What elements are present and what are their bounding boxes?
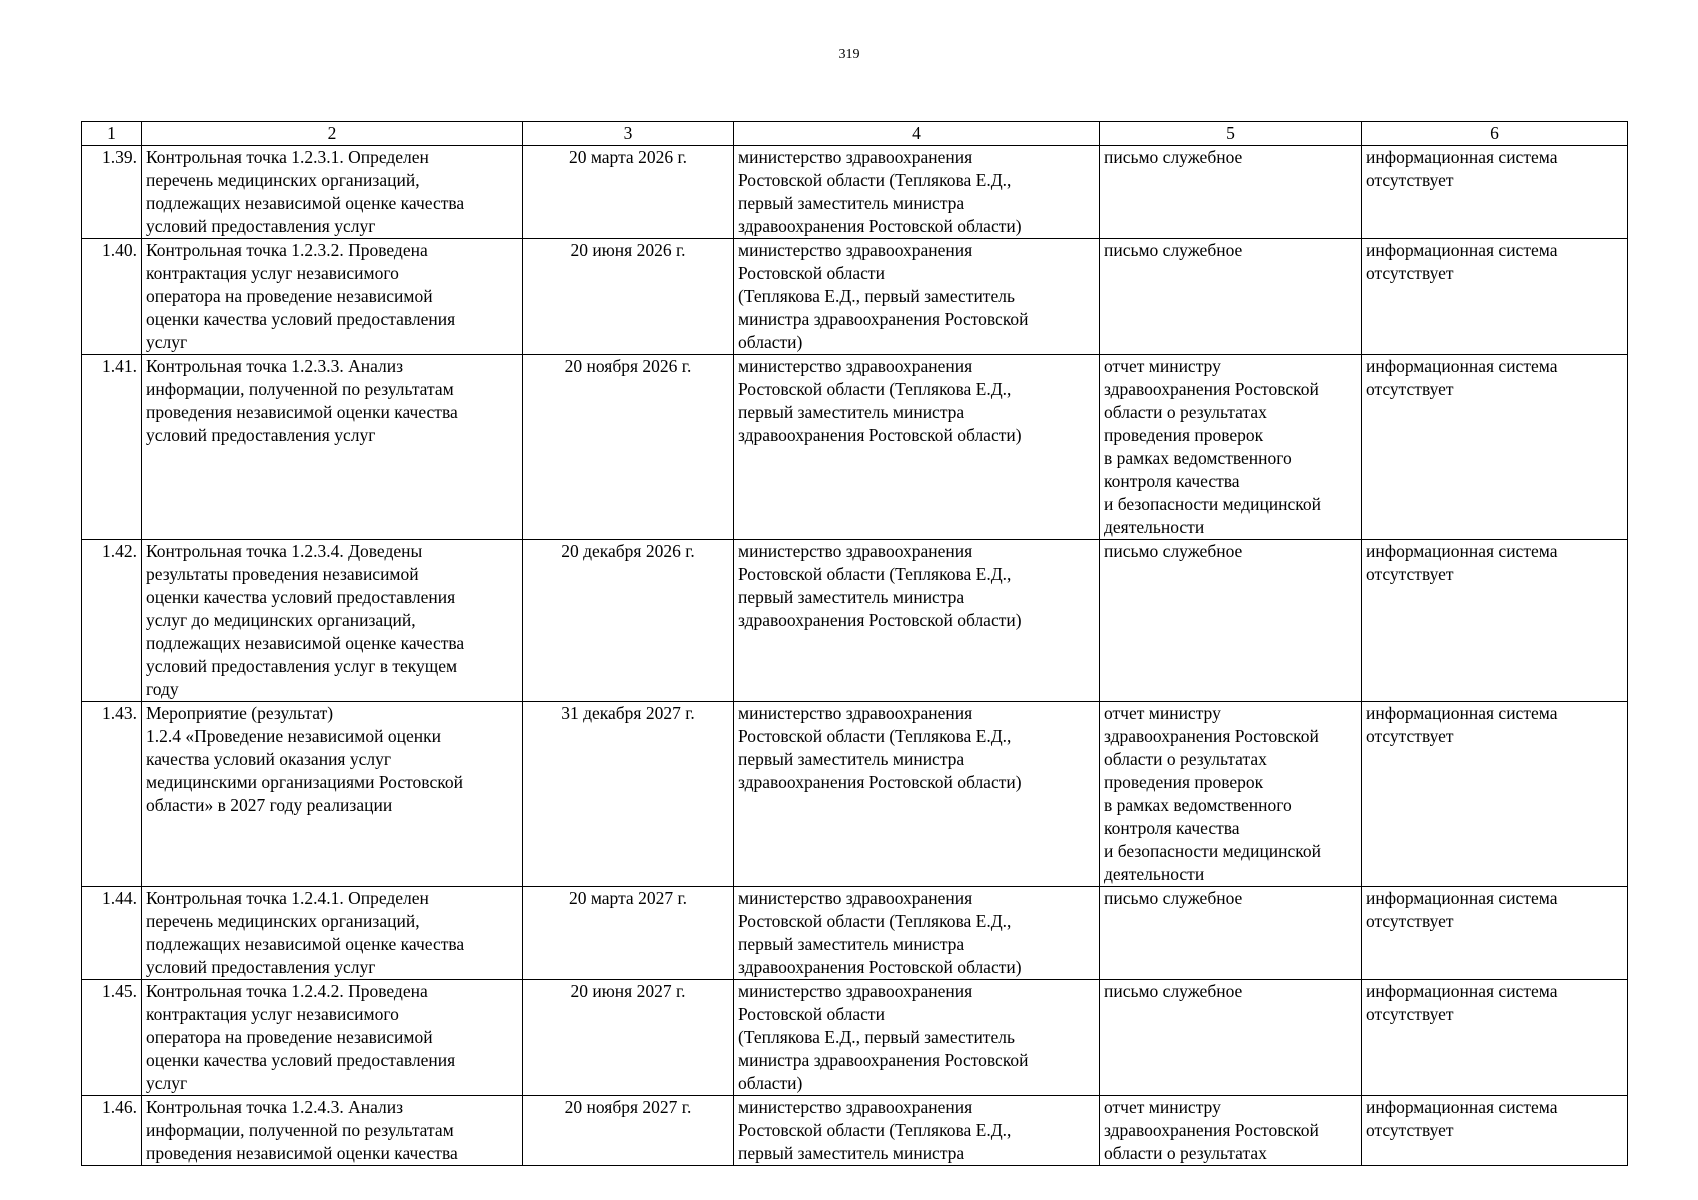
cell-text-line: медицинскими организациями Ростовской bbox=[146, 772, 463, 792]
cell-text-line: области) bbox=[738, 332, 803, 352]
information-system-cell bbox=[1362, 146, 1628, 239]
cell-text-line: Контрольная точка 1.2.4.1. Определен bbox=[146, 888, 429, 908]
activity-name-cell bbox=[142, 980, 523, 1096]
activity-name-cell bbox=[142, 1096, 523, 1166]
cell-text-line: Ростовской области bbox=[738, 263, 885, 283]
cell-text-line: министерство здравоохранения bbox=[738, 888, 973, 908]
cell-text-line: контрактация услуг независимого bbox=[146, 263, 399, 283]
cell-text-line: оценки качества условий предоставления bbox=[146, 309, 456, 329]
cell-text-line: услуг до медицинских организаций, bbox=[146, 610, 416, 630]
cell-text-line: подлежащих независимой оценке качества bbox=[146, 934, 465, 954]
column-header-5: 5 bbox=[1100, 122, 1362, 146]
column-header-2: 2 bbox=[142, 122, 523, 146]
cell-text-line: и безопасности медицинской bbox=[1104, 841, 1322, 861]
cell-text-line: отсутствует bbox=[1366, 726, 1454, 746]
cell-text-line: отсутствует bbox=[1366, 170, 1454, 190]
cell-text-line: министра здравоохранения Ростовской bbox=[738, 1050, 1029, 1070]
cell-text-line: (Теплякова Е.Д., первый заместитель bbox=[738, 286, 1015, 306]
deadline-cell: 20 марта 2027 г. bbox=[523, 887, 734, 980]
information-system-cell bbox=[1362, 702, 1628, 887]
cell-text-line: письмо служебное bbox=[1104, 981, 1243, 1001]
cell-text-line: проведения независимой оценки качества bbox=[146, 1143, 458, 1163]
cell-text-line: и безопасности медицинской bbox=[1104, 494, 1322, 514]
row-number-cell: 1.40. bbox=[82, 239, 142, 355]
cell-text-line: области) bbox=[738, 1073, 803, 1093]
responsible-cell bbox=[734, 239, 1100, 355]
cell-text-line: министерство здравоохранения bbox=[738, 703, 973, 723]
cell-text-line: условий предоставления услуг bbox=[146, 216, 376, 236]
cell-text-line: отсутствует bbox=[1366, 263, 1454, 283]
cell-text-line: перечень медицинских организаций, bbox=[146, 911, 420, 931]
cell-text-line: перечень медицинских организаций, bbox=[146, 170, 420, 190]
cell-text-line: Ростовской области (Теплякова Е.Д., bbox=[738, 911, 1012, 931]
page-number: 319 bbox=[838, 47, 860, 62]
deadline-cell: 20 ноября 2026 г. bbox=[523, 355, 734, 540]
cell-text-line: в рамках ведомственного bbox=[1104, 795, 1292, 815]
cell-text-line: министерство здравоохранения bbox=[738, 981, 973, 1001]
cell-text-line: Контрольная точка 1.2.3.3. Анализ bbox=[146, 356, 404, 376]
cell-text-line: проведения проверок bbox=[1104, 425, 1264, 445]
cell-text-line: отсутствует bbox=[1366, 1004, 1454, 1024]
cell-text-line: оценки качества условий предоставления bbox=[146, 1050, 456, 1070]
deadline-cell: 20 июня 2026 г. bbox=[523, 239, 734, 355]
activity-name-cell bbox=[142, 887, 523, 980]
document-type-cell bbox=[1100, 980, 1362, 1096]
cell-text-line: деятельности bbox=[1104, 517, 1205, 537]
cell-text-line: Контрольная точка 1.2.3.2. Проведена bbox=[146, 240, 428, 260]
cell-text-line: информационная система bbox=[1366, 147, 1558, 167]
cell-text-line: информации, полученной по результатам bbox=[146, 379, 454, 399]
cell-text-line: условий предоставления услуг в текущем bbox=[146, 656, 458, 676]
row-number-cell: 1.39. bbox=[82, 146, 142, 239]
cell-text-line: результаты проведения независимой bbox=[146, 564, 419, 584]
deadline-cell: 20 декабря 2026 г. bbox=[523, 540, 734, 702]
table-row bbox=[82, 702, 1628, 887]
document-type-cell bbox=[1100, 239, 1362, 355]
cell-text-line: письмо служебное bbox=[1104, 541, 1243, 561]
cell-text-line: в рамках ведомственного bbox=[1104, 448, 1292, 468]
table-row bbox=[82, 980, 1628, 1096]
document-type-cell bbox=[1100, 887, 1362, 980]
cell-text-line: информационная система bbox=[1366, 981, 1558, 1001]
table-row bbox=[82, 146, 1628, 239]
activity-name-cell bbox=[142, 355, 523, 540]
cell-text-line: первый заместитель министра bbox=[738, 749, 965, 769]
cell-text-line: качества условий оказания услуг bbox=[146, 749, 392, 769]
cell-text-line: министерство здравоохранения bbox=[738, 1097, 973, 1117]
table-body bbox=[82, 146, 1628, 1166]
cell-text-line: здравоохранения Ростовской области) bbox=[738, 216, 1022, 236]
responsible-cell bbox=[734, 702, 1100, 887]
cell-text-line: информационная система bbox=[1366, 888, 1558, 908]
cell-text-line: оператора на проведение независимой bbox=[146, 286, 433, 306]
column-header-1: 1 bbox=[82, 122, 142, 146]
cell-text-line: здравоохранения Ростовской bbox=[1104, 726, 1319, 746]
cell-text-line: году bbox=[146, 679, 179, 699]
cell-text-line: министерство здравоохранения bbox=[738, 240, 973, 260]
cell-text-line: контрактация услуг независимого bbox=[146, 1004, 399, 1024]
cell-text-line: области о результатах bbox=[1104, 749, 1267, 769]
cell-text-line: Контрольная точка 1.2.3.4. Доведены bbox=[146, 541, 423, 561]
cell-text-line: отсутствует bbox=[1366, 911, 1454, 931]
cell-text-line: письмо служебное bbox=[1104, 888, 1243, 908]
cell-text-line: области» в 2027 году реализации bbox=[146, 795, 393, 815]
cell-text-line: информационная система bbox=[1366, 541, 1558, 561]
cell-text-line: оператора на проведение независимой bbox=[146, 1027, 433, 1047]
plan-table bbox=[81, 121, 1628, 1166]
cell-text-line: проведения проверок bbox=[1104, 772, 1264, 792]
cell-text-line: первый заместитель министра bbox=[738, 1143, 965, 1163]
cell-text-line: контроля качества bbox=[1104, 818, 1240, 838]
cell-text-line: здравоохранения Ростовской области) bbox=[738, 610, 1022, 630]
document-type-cell bbox=[1100, 355, 1362, 540]
cell-text-line: области о результатах bbox=[1104, 402, 1267, 422]
cell-text-line: отсутствует bbox=[1366, 1120, 1454, 1140]
cell-text-line: отчет министру bbox=[1104, 703, 1221, 723]
cell-text-line: здравоохранения Ростовской области) bbox=[738, 957, 1022, 977]
cell-text-line: Ростовской области (Теплякова Е.Д., bbox=[738, 726, 1012, 746]
cell-text-line: здравоохранения Ростовской области) bbox=[738, 772, 1022, 792]
cell-text-line: отчет министру bbox=[1104, 356, 1221, 376]
deadline-cell: 20 июня 2027 г. bbox=[523, 980, 734, 1096]
cell-text-line: проведения независимой оценки качества bbox=[146, 402, 458, 422]
activity-name-cell bbox=[142, 702, 523, 887]
cell-text-line: отсутствует bbox=[1366, 564, 1454, 584]
responsible-cell bbox=[734, 980, 1100, 1096]
cell-text-line: отсутствует bbox=[1366, 379, 1454, 399]
row-number-cell: 1.42. bbox=[82, 540, 142, 702]
cell-text-line: первый заместитель министра bbox=[738, 934, 965, 954]
cell-text-line: министерство здравоохранения bbox=[738, 147, 973, 167]
cell-text-line: информационная система bbox=[1366, 703, 1558, 723]
table-row bbox=[82, 1096, 1628, 1166]
row-number-cell: 1.44. bbox=[82, 887, 142, 980]
cell-text-line: информационная система bbox=[1366, 240, 1558, 260]
information-system-cell bbox=[1362, 980, 1628, 1096]
activity-name-cell bbox=[142, 239, 523, 355]
cell-text-line: Ростовской области (Теплякова Е.Д., bbox=[738, 1120, 1012, 1140]
responsible-cell bbox=[734, 540, 1100, 702]
responsible-cell bbox=[734, 146, 1100, 239]
information-system-cell bbox=[1362, 540, 1628, 702]
responsible-cell bbox=[734, 355, 1100, 540]
information-system-cell bbox=[1362, 239, 1628, 355]
cell-text-line: 1.2.4 «Проведение независимой оценки bbox=[146, 726, 441, 746]
header-row bbox=[82, 122, 1628, 146]
cell-text-line: Ростовской области (Теплякова Е.Д., bbox=[738, 564, 1012, 584]
cell-text-line: подлежащих независимой оценке качества bbox=[146, 633, 465, 653]
cell-text-line: контроля качества bbox=[1104, 471, 1240, 491]
cell-text-line: Ростовской области (Теплякова Е.Д., bbox=[738, 379, 1012, 399]
cell-text-line: Контрольная точка 1.2.3.1. Определен bbox=[146, 147, 429, 167]
deadline-cell: 31 декабря 2027 г. bbox=[523, 702, 734, 887]
cell-text-line: Мероприятие (результат) bbox=[146, 703, 334, 723]
cell-text-line: Ростовской области bbox=[738, 1004, 885, 1024]
table-row bbox=[82, 355, 1628, 540]
cell-text-line: услуг bbox=[146, 1073, 188, 1093]
cell-text-line: условий предоставления услуг bbox=[146, 425, 376, 445]
cell-text-line: отчет министру bbox=[1104, 1097, 1221, 1117]
document-type-cell bbox=[1100, 1096, 1362, 1166]
cell-text-line: Контрольная точка 1.2.4.3. Анализ bbox=[146, 1097, 404, 1117]
row-number-cell: 1.46. bbox=[82, 1096, 142, 1166]
row-number-cell: 1.45. bbox=[82, 980, 142, 1096]
cell-text-line: услуг bbox=[146, 332, 188, 352]
cell-text-line: здравоохранения Ростовской bbox=[1104, 1120, 1319, 1140]
responsible-cell bbox=[734, 887, 1100, 980]
document-type-cell bbox=[1100, 540, 1362, 702]
cell-text-line: здравоохранения Ростовской bbox=[1104, 379, 1319, 399]
document-type-cell bbox=[1100, 146, 1362, 239]
cell-text-line: письмо служебное bbox=[1104, 147, 1243, 167]
cell-text-line: условий предоставления услуг bbox=[146, 957, 376, 977]
row-number-cell: 1.41. bbox=[82, 355, 142, 540]
cell-text-line: Контрольная точка 1.2.4.2. Проведена bbox=[146, 981, 428, 1001]
cell-text-line: первый заместитель министра bbox=[738, 402, 965, 422]
information-system-cell bbox=[1362, 1096, 1628, 1166]
cell-text-line: первый заместитель министра bbox=[738, 587, 965, 607]
row-number-cell: 1.43. bbox=[82, 702, 142, 887]
deadline-cell: 20 марта 2026 г. bbox=[523, 146, 734, 239]
document-type-cell bbox=[1100, 702, 1362, 887]
cell-text-line: министерство здравоохранения bbox=[738, 356, 973, 376]
cell-text-line: Ростовской области (Теплякова Е.Д., bbox=[738, 170, 1012, 190]
responsible-cell bbox=[734, 1096, 1100, 1166]
cell-text-line: информационная система bbox=[1366, 356, 1558, 376]
cell-text-line: первый заместитель министра bbox=[738, 193, 965, 213]
information-system-cell bbox=[1362, 355, 1628, 540]
table-row bbox=[82, 887, 1628, 980]
deadline-cell: 20 ноября 2027 г. bbox=[523, 1096, 734, 1166]
column-header-6: 6 bbox=[1362, 122, 1628, 146]
cell-text-line: (Теплякова Е.Д., первый заместитель bbox=[738, 1027, 1015, 1047]
cell-text-line: информационная система bbox=[1366, 1097, 1558, 1117]
cell-text-line: оценки качества условий предоставления bbox=[146, 587, 456, 607]
table-row bbox=[82, 540, 1628, 702]
activity-name-cell bbox=[142, 146, 523, 239]
information-system-cell bbox=[1362, 887, 1628, 980]
activity-name-cell bbox=[142, 540, 523, 702]
cell-text-line: области о результатах bbox=[1104, 1143, 1267, 1163]
cell-text-line: министра здравоохранения Ростовской bbox=[738, 309, 1029, 329]
cell-text-line: министерство здравоохранения bbox=[738, 541, 973, 561]
cell-text-line: подлежащих независимой оценке качества bbox=[146, 193, 465, 213]
cell-text-line: здравоохранения Ростовской области) bbox=[738, 425, 1022, 445]
column-header-3: 3 bbox=[523, 122, 734, 146]
table-row bbox=[82, 239, 1628, 355]
cell-text-line: информации, полученной по результатам bbox=[146, 1120, 454, 1140]
cell-text-line: деятельности bbox=[1104, 864, 1205, 884]
cell-text-line: письмо служебное bbox=[1104, 240, 1243, 260]
column-header-4: 4 bbox=[734, 122, 1100, 146]
